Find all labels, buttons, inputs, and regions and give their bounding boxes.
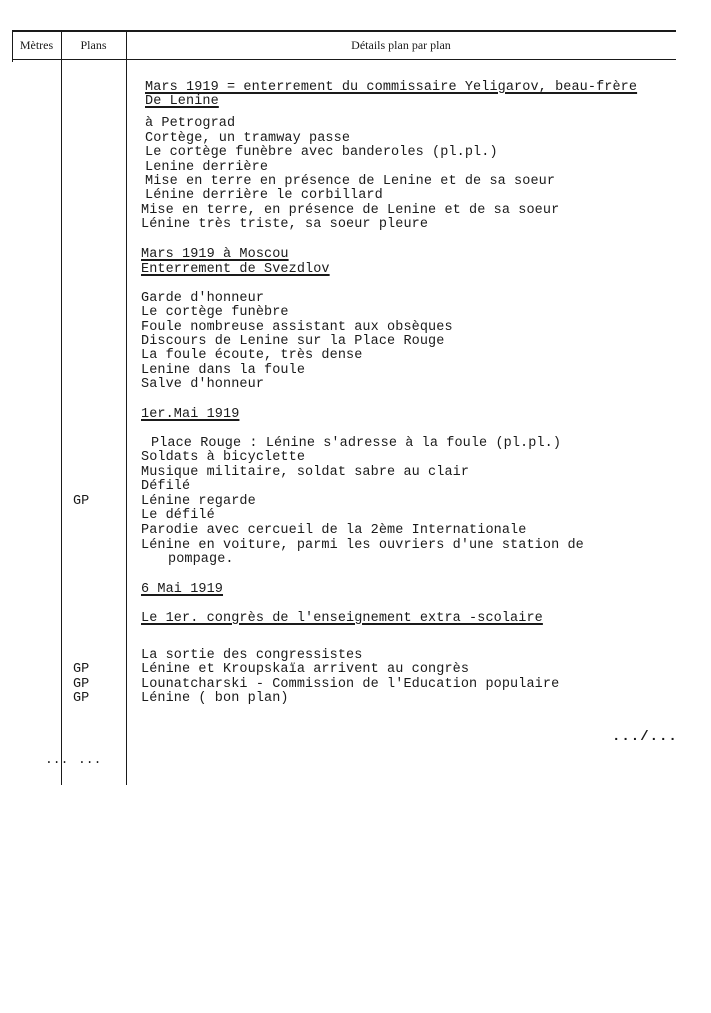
shot-line: Garde d'honneur bbox=[141, 291, 265, 306]
header-metres: Mètres bbox=[19, 38, 54, 52]
column-divider-plans bbox=[126, 30, 127, 785]
header-details: Détails plan par plan bbox=[351, 38, 451, 52]
plan-code: GP bbox=[73, 662, 90, 677]
plans-dots: ... bbox=[78, 752, 102, 767]
shot-line: pompage. bbox=[168, 552, 234, 567]
shot-line: Lénine en voiture, parmi les ouvriers d'une station de bbox=[141, 538, 584, 553]
shot-line: Parodie avec cercueil de la 2ème Internationale bbox=[141, 523, 527, 538]
shot-line: Lenine derrière bbox=[145, 160, 269, 175]
shot-line: Discours de Lenine sur la Place Rouge bbox=[141, 334, 445, 349]
shot-line: Musique militaire, soldat sabre au clair bbox=[141, 465, 470, 480]
section-heading: Le 1er. congrès de l'enseignement extra -scolaire bbox=[141, 611, 543, 626]
section-heading: 6 Mai 1919 bbox=[141, 582, 224, 597]
header-rule bbox=[12, 59, 676, 60]
shot-line: Lénine très triste, sa soeur pleure bbox=[141, 217, 429, 232]
plan-code: GP bbox=[73, 691, 90, 706]
shot-line: Lénine regarde bbox=[141, 494, 256, 509]
shot-line: Soldats à bicyclette bbox=[141, 450, 306, 465]
shot-line: Mise en terre, en présence de Lenine et de sa soeur bbox=[141, 203, 560, 218]
shot-line: Salve d'honneur bbox=[141, 377, 265, 392]
section-heading: Mars 1919 = enterrement du commissaire Yeligarov, beau-frère bbox=[145, 80, 638, 95]
shot-line: Lénine derrière le corbillard bbox=[145, 188, 383, 203]
shot-line: Mise en terre en présence de Lenine et de sa soeur bbox=[145, 174, 556, 189]
section-heading: Mars 1919 à Moscou bbox=[141, 247, 289, 262]
header-plans: Plans bbox=[80, 38, 107, 52]
continuation-mark: .../... bbox=[612, 729, 678, 745]
column-divider-metres bbox=[61, 30, 62, 785]
shot-line: Place Rouge : Lénine s'adresse à la foule (pl.pl.) bbox=[151, 436, 562, 451]
shot-line: à Petrograd bbox=[145, 116, 236, 131]
shot-line: Cortège, un tramway passe bbox=[145, 131, 351, 146]
metres-dots: ... bbox=[45, 752, 69, 767]
shot-line: Foule nombreuse assistant aux obsèques bbox=[141, 320, 453, 335]
section-heading: 1er.Mai 1919 bbox=[141, 407, 240, 422]
shot-line: La foule écoute, très dense bbox=[141, 348, 363, 363]
shot-line: Défilé bbox=[141, 479, 191, 494]
shot-line: Lenine dans la foule bbox=[141, 363, 306, 378]
shot-line: La sortie des congressistes bbox=[141, 648, 363, 663]
shot-line: Le cortège funèbre avec banderoles (pl.pl.) bbox=[145, 145, 498, 160]
section-heading: Enterrement de Svezdlov bbox=[141, 262, 330, 277]
shot-line: Lénine ( bon plan) bbox=[141, 691, 289, 706]
section-heading: De Lenine bbox=[145, 94, 219, 109]
shot-line: Le cortège funèbre bbox=[141, 305, 289, 320]
shot-line: Le défilé bbox=[141, 508, 215, 523]
shot-line: Lounatcharski - Commission de l'Education populaire bbox=[141, 677, 560, 692]
plan-code: GP bbox=[73, 494, 90, 509]
shot-line: Lénine et Kroupskaïa arrivent au congrès bbox=[141, 662, 470, 677]
plan-code: GP bbox=[73, 677, 90, 692]
top-rule bbox=[12, 30, 676, 32]
